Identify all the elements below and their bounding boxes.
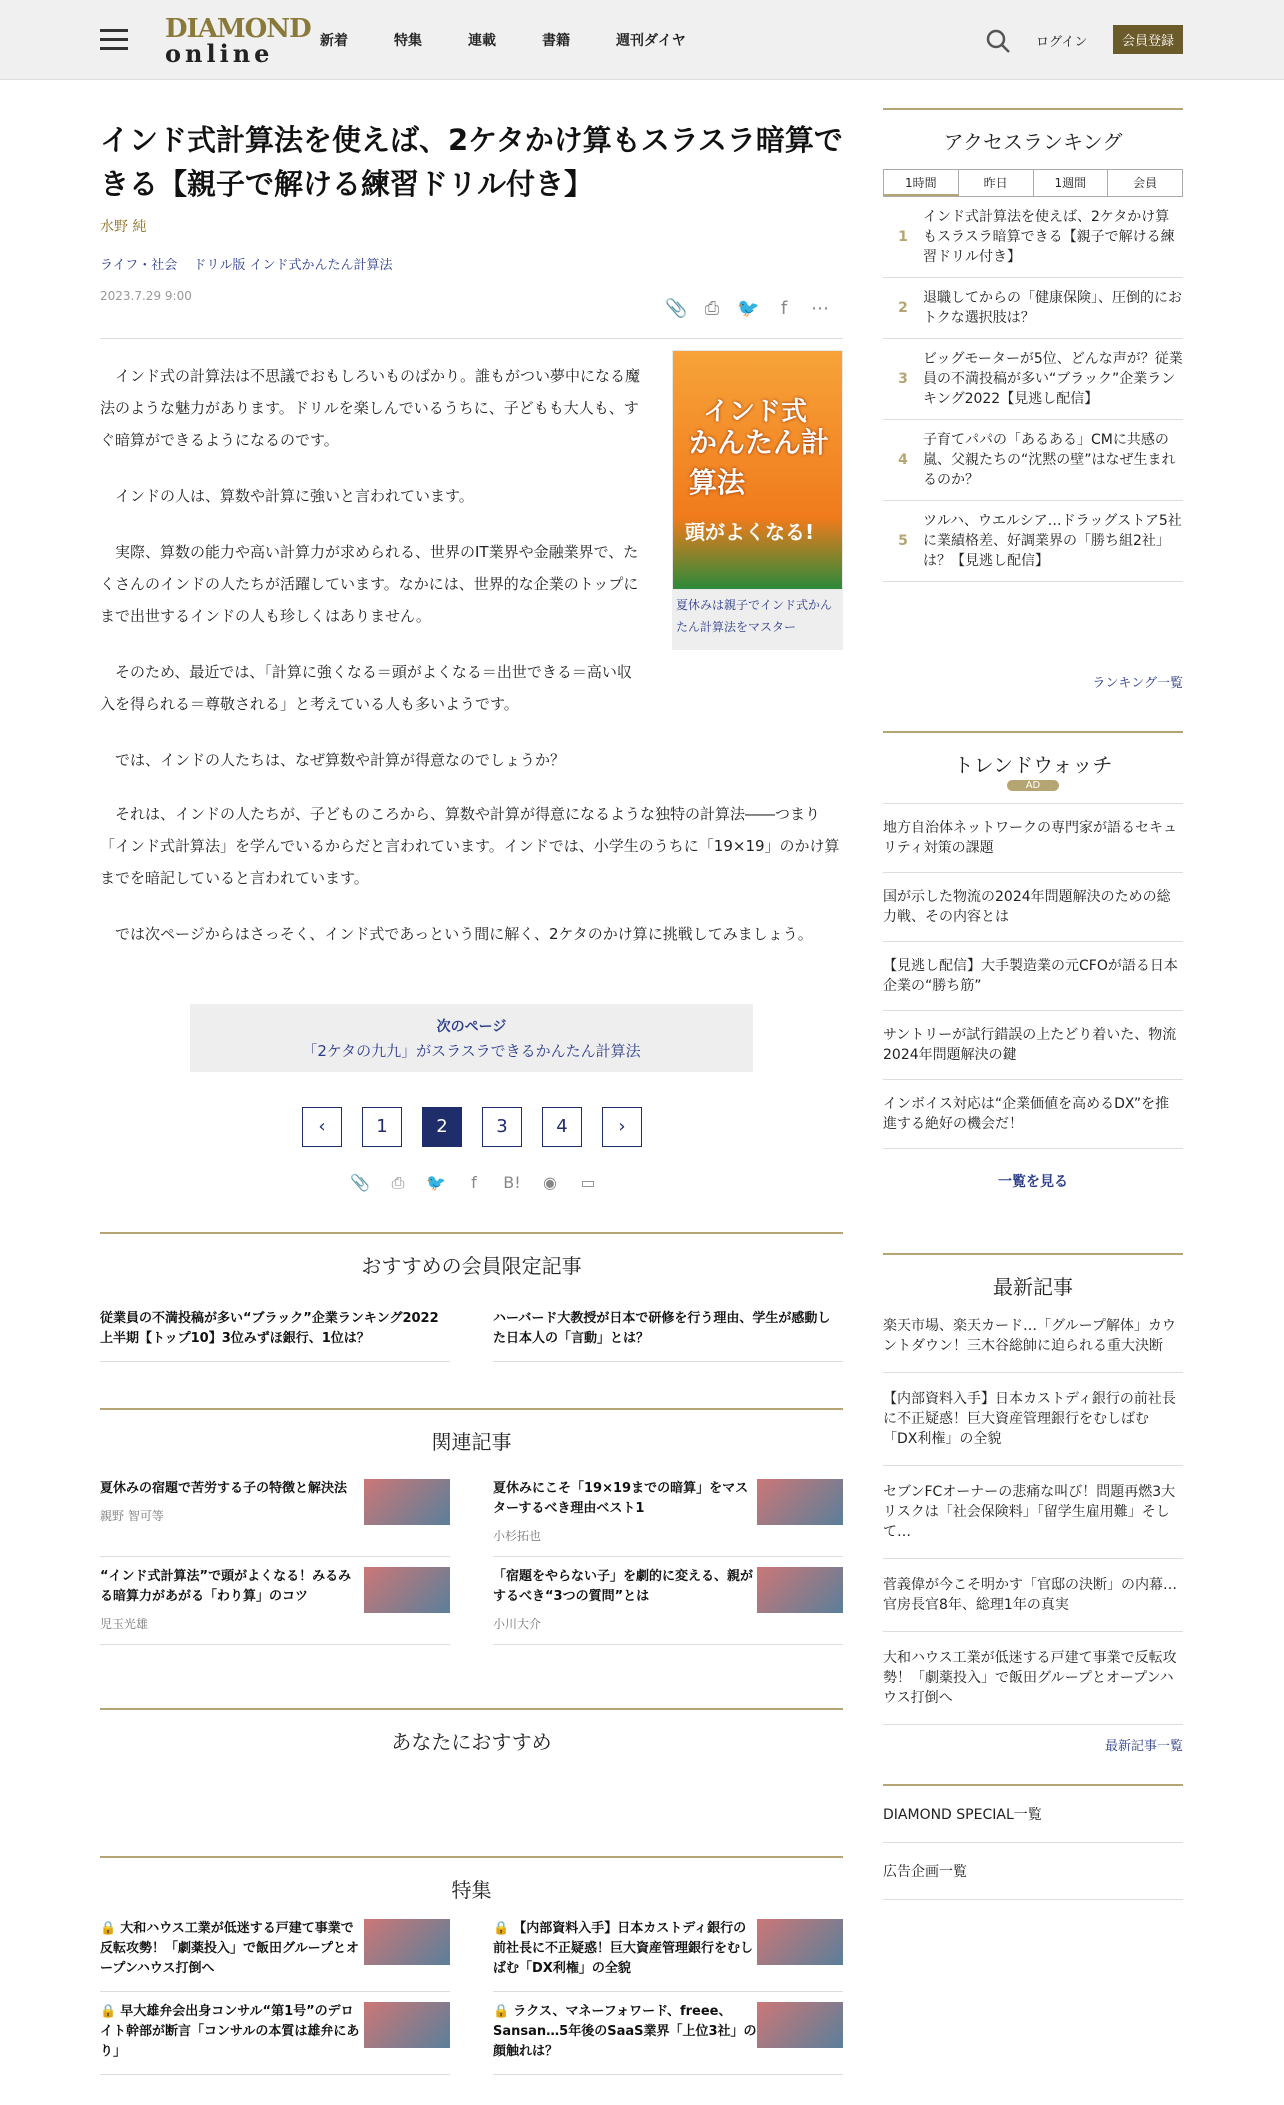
divider <box>100 338 843 339</box>
nav-feature[interactable]: 特集 <box>394 33 422 49</box>
twitter-icon[interactable]: 🐦 <box>737 298 760 319</box>
share-bar-top <box>665 298 831 320</box>
article-link-title: ハーバード大教授が日本で研修を行う理由、学生が感動した日本人の「言動」とは？ <box>493 1311 831 1346</box>
latest-box <box>883 1253 1183 1754</box>
article-categories <box>100 254 843 273</box>
paragraph: そのため、最近では、「計算に強くなる＝頭がよくなる＝出世できる＝高い収入を得られる＝尊敬される」と考えている人も多いようです。 <box>100 663 632 713</box>
thumbnail-image <box>364 2002 450 2048</box>
article-author: 小杉拓也 <box>493 1529 542 1543</box>
register-button[interactable]: 会員登録 <box>1113 25 1183 54</box>
ranking-more-link[interactable]: ランキング一覧 <box>1092 676 1183 691</box>
thumbnail-image <box>757 1479 843 1525</box>
article-link-title: 「宿題をやらない子」を劇的に変える、親がするべき“3つの質問”とは <box>493 1569 754 1604</box>
related-article[interactable] <box>493 1469 843 1557</box>
login-link[interactable]: ログイン <box>1036 35 1088 50</box>
main-nav <box>320 30 732 50</box>
article-body-wide <box>100 798 843 974</box>
thumbnail-image <box>757 2002 843 2048</box>
feature-section <box>100 1856 843 2075</box>
next-page-title: 「2ケタの九九」がスラスラできるかんたん計算法 <box>302 1042 641 1060</box>
feature-article[interactable] <box>100 1992 450 2075</box>
print-icon[interactable]: ⎙ <box>704 298 720 319</box>
paragraph: インドの人は、算数や計算に強いと言われています。 <box>115 487 474 505</box>
nav-new[interactable]: 新着 <box>320 33 348 49</box>
section-heading: トレンドウォッチ <box>953 753 1113 777</box>
page-4-button[interactable]: 4 <box>542 1107 582 1147</box>
section-heading: アクセスランキング <box>943 130 1123 154</box>
page-3-button[interactable]: 3 <box>482 1107 522 1147</box>
article-date: 2023.7.29 9:00 <box>100 289 192 303</box>
book-title-a: インド式 <box>703 397 808 427</box>
site-logo[interactable] <box>165 16 311 66</box>
nav-books[interactable]: 書籍 <box>542 33 570 49</box>
thumbnail-image <box>757 1919 843 1965</box>
feature-article[interactable] <box>493 1909 843 1992</box>
article-author: 児玉光雄 <box>100 1617 149 1631</box>
print-icon[interactable]: ⎙ <box>391 1173 405 1192</box>
article-link-title: 夏休みの宿題で苦労する子の特徴と解決法 <box>100 1481 348 1496</box>
ranking-item[interactable]: 2 退職してからの「健康保険」、圧倒的におトクな選択肢は？ <box>883 278 1183 339</box>
trend-item[interactable]: 国が示した物流の2024年問題解決のための総力戦、その内容とは <box>883 873 1183 942</box>
twitter-icon[interactable]: 🐦 <box>426 1173 446 1192</box>
ranking-title: インド式計算法を使えば、2ケタかけ算もスラスラ暗算できる【親子で解ける練習ドリル付き】 <box>923 209 1175 265</box>
logo-line2: online <box>165 39 274 68</box>
nav-series[interactable]: 連載 <box>468 33 496 49</box>
search-icon[interactable] <box>985 28 1011 54</box>
special-link[interactable]: DIAMOND SPECIAL一覧 <box>883 1786 1183 1843</box>
more-icon[interactable]: ⋯ <box>811 298 829 319</box>
thumbnail-image <box>364 1479 450 1525</box>
trend-item[interactable]: 【見逃し配信】大手製造業の元CFOが語る日本企業の“勝ち筋” <box>883 942 1183 1011</box>
ad-badge: AD <box>1007 780 1059 791</box>
sidebar <box>883 80 1183 1900</box>
paragraph: では次ページからはさっそく、インド式であっという間に解く、2ケタのかけ算に挑戦してみましょう。 <box>115 925 813 943</box>
lock-icon: 🔒 <box>493 2004 510 2019</box>
article-main <box>100 80 843 2059</box>
lock-icon: 🔒 <box>100 1921 117 1936</box>
trend-item[interactable]: サントリーが試行錯誤の上たどり着いた、物流2024年問題解決の鍵 <box>883 1011 1183 1080</box>
article-author: 親野 智可等 <box>100 1509 164 1523</box>
category-link[interactable]: ライフ・社会 <box>100 258 178 273</box>
thumbnail-image <box>757 1567 843 1613</box>
category-link[interactable]: ドリル版 インド式かんたん計算法 <box>193 258 393 273</box>
latest-item[interactable]: 大和ハウス工業が低迷する戸建て事業で反転攻勢！「劇薬投入」で飯田グループとオープンハウス打倒へ <box>883 1632 1183 1725</box>
ranking-item[interactable]: 3 ビッグモーターが5位、どんな声が？従業員の不満投稿が多い“ブラック”企業ランキング2022【見逃し配信】 <box>883 339 1183 420</box>
member-section <box>100 1232 843 1362</box>
book-title-b: かんたん計算法 <box>689 426 830 499</box>
pocket-icon[interactable]: ▭ <box>580 1173 596 1192</box>
article-link-title: 従業員の不満投稿が多い“ブラック”企業ランキング2022上半期【トップ10】3位みずほ銀行、1位は？ <box>100 1311 439 1346</box>
member-article[interactable] <box>100 1299 450 1362</box>
article-link-title: “インド式計算法”で頭がよくなる！みるみる暗算力があがる「わり算」のコツ <box>100 1569 352 1604</box>
feature-article[interactable] <box>493 1992 843 2075</box>
paragraph: では、インドの人たちは、なぜ算数や計算が得意なのでしょうか？ <box>115 751 566 769</box>
logo-line1: DIAMOND <box>165 14 311 44</box>
hatena-icon[interactable]: B! <box>503 1173 521 1192</box>
section-heading: あなたにおすすめ <box>391 1730 552 1754</box>
latest-item[interactable]: 【内部資料入手】日本カストディ銀行の前社長に不正疑惑！巨大資産管理銀行をむしばむ「DX利権」の全貌 <box>883 1373 1183 1466</box>
latest-item[interactable]: 楽天市場、楽天カード…「グループ解体」カウントダウン！三木谷総帥に迫られる重大決断 <box>883 1300 1183 1373</box>
related-section <box>100 1408 843 1645</box>
latest-item[interactable]: 菅義偉が今こそ明かす「官邸の決断」の内幕…官房長官8年、総理1年の真実 <box>883 1559 1183 1632</box>
ranking-title: ビッグモーターが5位、どんな声が？従業員の不満投稿が多い“ブラック”企業ランキング2022【見逃し配信】 <box>923 351 1183 407</box>
ranking-box <box>883 108 1183 691</box>
tab-yesterday[interactable]: 昨日 <box>959 170 1034 196</box>
pagination <box>302 1107 642 1147</box>
lock-icon: 🔒 <box>493 1921 510 1936</box>
menu-icon[interactable] <box>100 29 128 51</box>
article-link-title: ラクス、マネーフォワード、freee、Sansan…5年後のSaaS業界「上位3社」の顔触れは？ <box>493 2004 757 2059</box>
section-heading: 最新記事 <box>993 1275 1073 1299</box>
tab-1week[interactable]: 1週間 <box>1034 170 1109 196</box>
book-cover-image <box>672 350 843 590</box>
page-2-button[interactable]: 2 <box>422 1107 462 1147</box>
ranking-title: 子育てパパの「あるある」CMに共感の嵐、父親たちの“沈黙の壁”はなぜ生まれるのか？ <box>923 432 1176 488</box>
ranking-tabs <box>883 169 1183 197</box>
trend-item[interactable]: 地方自治体ネットワークの専門家が語るセキュリティ対策の課題 <box>883 804 1183 873</box>
book-bottom-text: 頭がよくなる! <box>685 520 815 544</box>
article-author: 小川大介 <box>493 1617 542 1631</box>
article-body <box>100 360 645 800</box>
latest-more-link[interactable]: 最新記事一覧 <box>1104 1739 1183 1754</box>
thumbnail-image <box>364 1567 450 1613</box>
section-heading: おすすめの会員限定記事 <box>361 1254 582 1278</box>
page-1-button[interactable]: 1 <box>362 1107 402 1147</box>
feature-article[interactable] <box>100 1909 450 1992</box>
special-links <box>883 1784 1183 1900</box>
trend-more-link[interactable]: 一覧を見る <box>998 1174 1068 1190</box>
article-link-title: 夏休みにこそ「19×19までの暗算」をマスターするべき理由ベスト1 <box>493 1481 749 1516</box>
paragraph: それは、インドの人たちが、子どものころから、算数や計算が得意になるような独特の計算法――つまり「インド式計算法」を学んでいるからだと言われています。インドでは、小学生のうちに「19×19」のかけ算までを暗記していると言われています。 <box>100 805 840 887</box>
tab-1hour[interactable]: 1時間 <box>884 170 959 196</box>
book-caption[interactable]: 夏休みは親子でインド式かんたん計算法をマスター <box>676 598 833 634</box>
ranking-title: ツルハ、ウエルシア…ドラッグストア5社に業績格差、好調業界の「勝ち組2社」は？【見逃し配信】 <box>923 513 1182 569</box>
article-link-title: 【内部資料入手】日本カストディ銀行の前社長に不正疑惑！巨大資産管理銀行をむしばむ「DX利権」の全貌 <box>493 1921 754 1976</box>
ranking-item[interactable]: 5 ツルハ、ウエルシア…ドラッグストア5社に業績格差、好調業界の「勝ち組2社」は？【見逃し配信】 <box>883 501 1183 582</box>
nav-weekly[interactable]: 週刊ダイヤ <box>616 33 686 49</box>
clip-icon[interactable]: 📎 <box>665 298 688 319</box>
thumbnail-image <box>364 1919 450 1965</box>
member-article[interactable] <box>493 1299 843 1362</box>
section-heading: 関連記事 <box>431 1430 512 1454</box>
related-article[interactable] <box>100 1557 450 1645</box>
section-heading: 特集 <box>451 1878 492 1902</box>
ranking-item[interactable]: 1 インド式計算法を使えば、2ケタかけ算もスラスラ暗算できる【親子で解ける練習ドリル付き】 <box>883 197 1183 278</box>
article-author[interactable]: 水野 純 <box>100 219 147 235</box>
ranking-title: 退職してからの「健康保険」、圧倒的におトクな選択肢は？ <box>923 290 1182 326</box>
latest-item[interactable]: セブンFCオーナーの悲痛な叫び！問題再燃3大リスクは「社会保険料」「留学生雇用難」そして… <box>883 1466 1183 1559</box>
ad-planning-link[interactable]: 広告企画一覧 <box>883 1843 1183 1900</box>
article-title: インド式計算法を使えば、2ケタかけ算もスラスラ暗算できる【親子で解ける練習ドリル付き】 <box>100 123 843 201</box>
trend-item[interactable]: インボイス対応は“企業価値を高めるDX”を推進する絶好の機会だ！ <box>883 1080 1183 1149</box>
related-article[interactable] <box>100 1469 450 1557</box>
share-bar-bottom <box>350 1173 598 1193</box>
tab-member[interactable]: 会員 <box>1133 176 1158 190</box>
paragraph: インド式の計算法は不思議でおもしろいものばかり。誰もがつい夢中になる魔法のような魅力があります。ドリルを楽しんでいるうちに、子どもも大人も、すぐ暗算ができるようになるのです。 <box>100 367 641 449</box>
related-article[interactable] <box>493 1557 843 1645</box>
site-header <box>0 0 1284 80</box>
facebook-icon[interactable]: f <box>471 1173 477 1192</box>
lock-icon: 🔒 <box>100 2004 117 2019</box>
article-link-title: 早大雄弁会出身コンサル“第1号”のデロイト幹部が断言「コンサルの本質は雄弁にあり」 <box>100 2004 360 2059</box>
for-you-section <box>100 1708 843 1755</box>
facebook-icon[interactable]: f <box>780 298 788 319</box>
line-icon[interactable]: ◉ <box>543 1173 557 1192</box>
prev-page-button[interactable]: ‹ <box>302 1107 342 1147</box>
trend-box <box>883 731 1183 1191</box>
book-promo[interactable] <box>672 350 843 650</box>
paragraph: 実際、算数の能力や高い計算力が求められる、世界のIT業界や金融業界で、たくさんのインドの人たちが活躍しています。なかには、世界的な企業のトップにまで出世するインドの人も珍しくはありません。 <box>100 543 639 625</box>
next-page-label: 次のページ <box>436 1019 507 1035</box>
article-link-title: 大和ハウス工業が低迷する戸建て事業で反転攻勢！「劇薬投入」で飯田グループとオープンハウス打倒へ <box>100 1921 359 1976</box>
next-page-button[interactable]: › <box>602 1107 642 1147</box>
ranking-item[interactable]: 4 子育てパパの「あるある」CMに共感の嵐、父親たちの“沈黙の壁”はなぜ生まれるのか？ <box>883 420 1183 501</box>
clip-icon[interactable]: 📎 <box>350 1173 370 1192</box>
next-page-link[interactable] <box>190 1004 753 1072</box>
